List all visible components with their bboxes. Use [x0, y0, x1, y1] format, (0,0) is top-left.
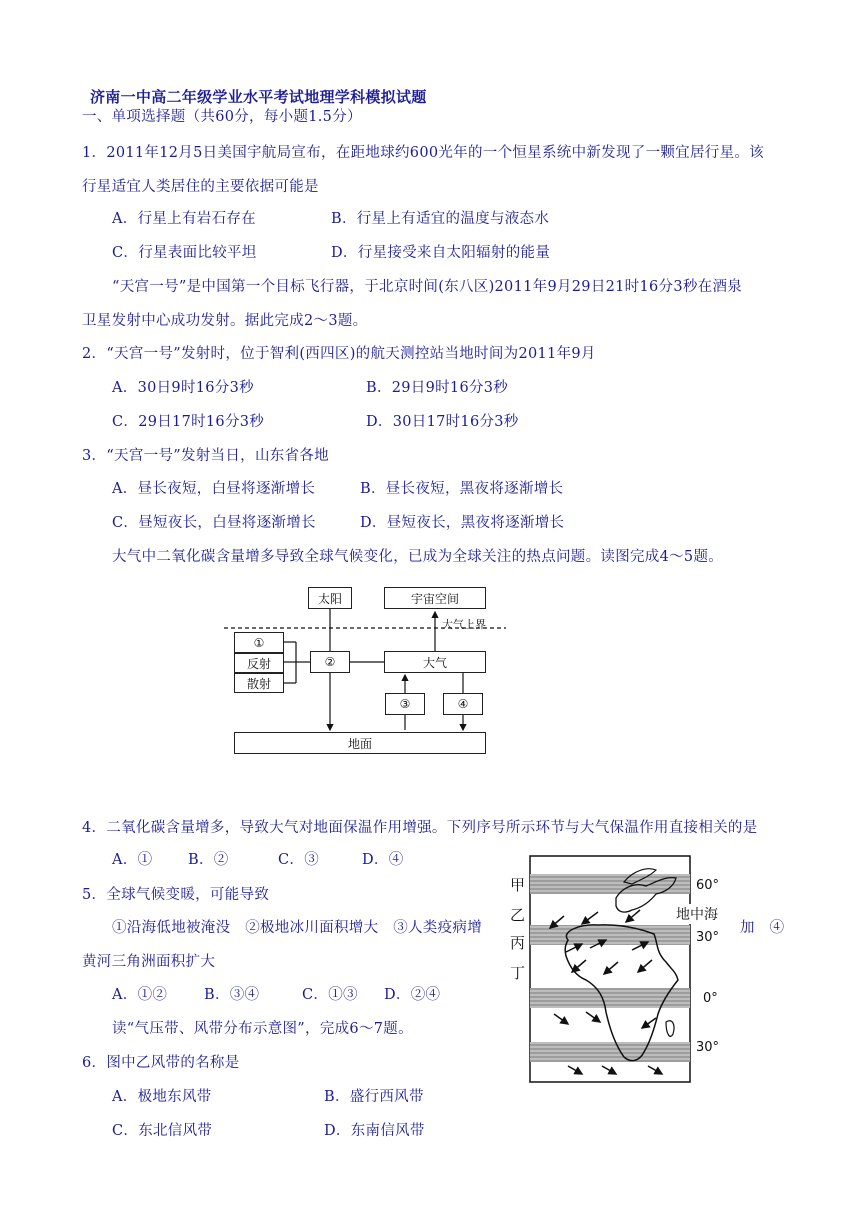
map-graphic	[506, 852, 728, 1084]
q3-stem: 3．“天宫一号”发射当日，山东省各地	[82, 448, 329, 464]
q1-option-a: A．行星上有岩石存在	[112, 211, 256, 227]
belt-label-yi: 乙	[510, 906, 526, 924]
q4-option-c: C．③	[278, 852, 319, 868]
q6-stem: 6．图中乙风带的名称是	[82, 1055, 240, 1071]
atmosphere-box: 大气	[384, 651, 486, 673]
q5-option-a: A．①②	[112, 987, 168, 1003]
section-heading: 一、单项选择题（共60分，每小题1.5分）	[82, 109, 362, 125]
q1-option-d: D．行星接受来自太阳辐射的能量	[331, 245, 551, 261]
scatter-box: 散射	[234, 673, 284, 693]
mediterranean-label: 地中海	[676, 904, 718, 924]
q5-option-c: C．①③	[302, 987, 358, 1003]
reflect-box: 反射	[234, 653, 284, 673]
belt-label-bing: 丙	[510, 934, 526, 952]
latitude-0: 0°	[703, 991, 718, 1006]
latitude-30s: 30°	[696, 1040, 720, 1055]
q6-option-c: C．东北信风带	[112, 1123, 213, 1139]
q2-option-b: B．29日9时16分3秒	[366, 380, 509, 396]
q4-option-a: A．①	[112, 852, 153, 868]
q6-option-a: A．极地东风带	[112, 1089, 212, 1105]
ground-box: 地面	[234, 732, 486, 754]
q5-options-line-2: 黄河三角洲面积扩大	[82, 954, 216, 970]
page-title: 济南一中高二年级学业水平考试地理学科模拟试题	[90, 88, 427, 106]
q1-option-c: C．行星表面比较平坦	[112, 245, 257, 261]
box-4: ④	[443, 693, 483, 715]
latitude-30n: 30°	[696, 930, 720, 945]
q3-option-a: A．昼长夜短，白昼将逐渐增长	[112, 481, 316, 497]
q2-stem: 2．“天宫一号”发射时，位于智利(西四区)的航天测控站当地时间为2011年9月	[82, 346, 596, 362]
intro-q2-3-line-1: “天宫一号”是中国第一个目标飞行器，于北京时间(东八区)2011年9月29日21时16分3秒在酒泉	[112, 279, 743, 295]
latitude-60n: 60°	[696, 878, 720, 893]
q6-option-d: D．东南信风带	[324, 1123, 425, 1139]
q3-option-d: D．昼短夜长，黑夜将逐渐增长	[360, 515, 565, 531]
q5-option-b: B．③④	[204, 987, 260, 1003]
q4-stem: 4．二氧化碳含量增多，导致大气对地面保温作用增强。下列序号所示环节与大气保温作用直接相关的是	[82, 820, 758, 836]
intro-q4-5: 大气中二氧化碳含量增多导致全球气候变化，已成为全球关注的热点问题。读图完成4～5题。	[112, 549, 724, 565]
box-3: ③	[385, 693, 425, 715]
q4-option-b: B．②	[188, 852, 229, 868]
box-1: ①	[234, 632, 284, 653]
q3-option-c: C．昼短夜长，白昼将逐渐增长	[112, 515, 316, 531]
q5-option-d: D．②④	[384, 987, 441, 1003]
atmosphere-diagram	[220, 585, 510, 760]
q3-option-b: B．昼长夜短，黑夜将逐渐增长	[360, 481, 564, 497]
q1-option-b: B．行星上有适宜的温度与液态水	[331, 211, 550, 227]
q1-stem-2: 行星适宜人类居住的主要依据可能是	[82, 179, 319, 195]
intro-q6-7: 读“气压带、风带分布示意图”，完成6～7题。	[112, 1021, 413, 1037]
q2-option-d: D．30日17时16分3秒	[366, 414, 519, 430]
q6-option-b: B．盛行西风带	[324, 1089, 424, 1105]
belt-label-jia: 甲	[510, 876, 526, 894]
q1-stem-1: 1．2011年12月5日美国宇航局宣布，在距地球约600光年的一个恒星系统中新发现了一颗宜居行星。该	[82, 145, 764, 161]
q5-options-line-1: ①沿海低地被淹没 ②极地冰川面积增大 ③人类疫病增	[112, 920, 482, 936]
belt-label-ding: 丁	[510, 964, 526, 982]
q2-option-c: C．29日17时16分3秒	[112, 414, 265, 430]
wind-belt-map	[506, 852, 728, 1084]
sun-box: 太阳	[308, 587, 352, 609]
intro-q2-3-line-2: 卫星发射中心成功发射。据此完成2～3题。	[82, 313, 368, 329]
space-box: 宇宙空间	[384, 587, 486, 609]
q4-option-d: D．④	[362, 852, 404, 868]
q5-stem: 5．全球气候变暖，可能导致	[82, 887, 270, 903]
upper-atmosphere-label: 大气上界	[442, 618, 486, 631]
q5-options-tail: 加 ④	[740, 920, 785, 936]
q2-option-a: A．30日9时16分3秒	[112, 380, 254, 396]
box-2: ②	[310, 651, 350, 673]
